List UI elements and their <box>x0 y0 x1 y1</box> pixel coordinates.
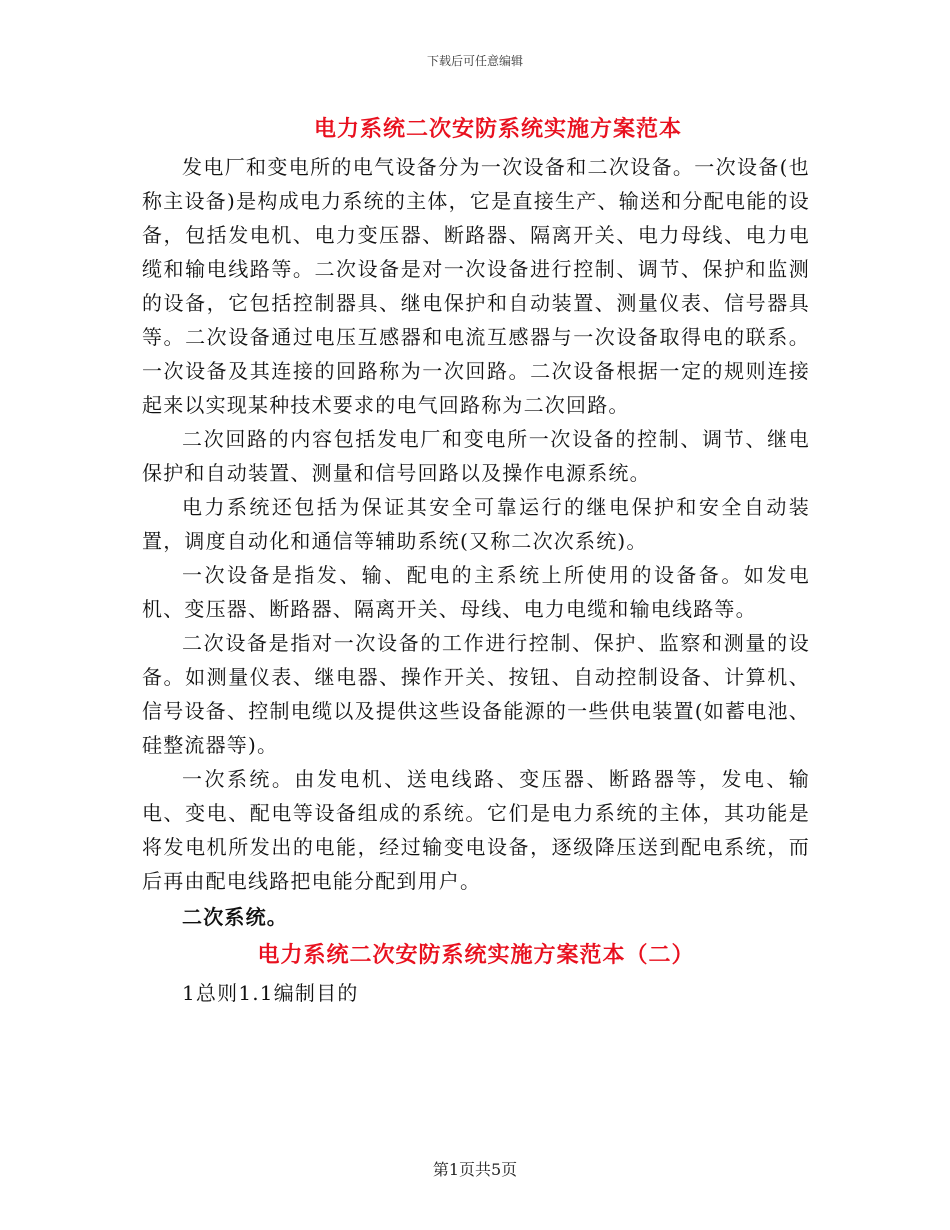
document-body <box>142 108 810 1010</box>
document-title-2: 电力系统二次安防系统实施方案范本（二） <box>257 942 695 968</box>
page-footer: 第1页共5页 <box>432 1160 518 1179</box>
paragraph-3: 电力系统还包括为保证其安全可靠运行的继电保护和安全自动装置，调度自动化和通信等辅助系统(又称二次次系统)。 <box>142 495 810 553</box>
section-heading: 1总则1.1编制目的 <box>182 981 359 1005</box>
paragraph-1: 发电厂和变电所的电气设备分为一次设备和二次设备。一次设备(也称主设备)是构成电力系统的主体，它是直接生产、输送和分配电能的设备，包括发电机、电力变压器、断路器、隔离开关、电力母线、电力电缆和输电线路等。二次设备是对一次设备进行控制、调节、保护和监测的设备，它包括控制器具、继电保护和自动装置、测量仪表、信号器具等。二次设备通过电压互感器和电流互感器与一次设备取得电的联系。一次设备及其连接的回路称为一次回路。二次设备根据一定的规则连接起来以实现某种技术要求的电气回路称为二次回路。 <box>142 155 810 417</box>
paragraph-5: 二次设备是指对一次设备的工作进行控制、保护、监察和测量的设备。如测量仪表、继电器、操作开关、按钮、自动控制设备、计算机、信号设备、控制电缆以及提供这些设备能源的一些供电装置(如蓄电池、硅整流器等)。 <box>142 631 810 757</box>
paragraph-6: 一次系统。由发电机、送电线路、变压器、断路器等，发电、输电、变电、配电等设备组成的系统。它们是电力系统的主体，其功能是将发电机所发出的电能，经过输变电设备，逐级降压送到配电系统，而后再由配电线路把电能分配到用户。 <box>142 767 810 893</box>
paragraph-4: 一次设备是指发、输、配电的主系统上所使用的设备备。如发电机、变压器、断路器、隔离开关、母线、电力电缆和输电线路等。 <box>142 563 810 621</box>
page-header: 下载后可任意编辑 <box>426 54 523 68</box>
document-title: 电力系统二次安防系统实施方案范本 <box>313 116 682 142</box>
bold-heading: 二次系统。 <box>182 905 288 929</box>
paragraph-2: 二次回路的内容包括发电厂和变电所一次设备的控制、调节、继电保护和自动装置、测量和信号回路以及操作电源系统。 <box>142 427 810 485</box>
